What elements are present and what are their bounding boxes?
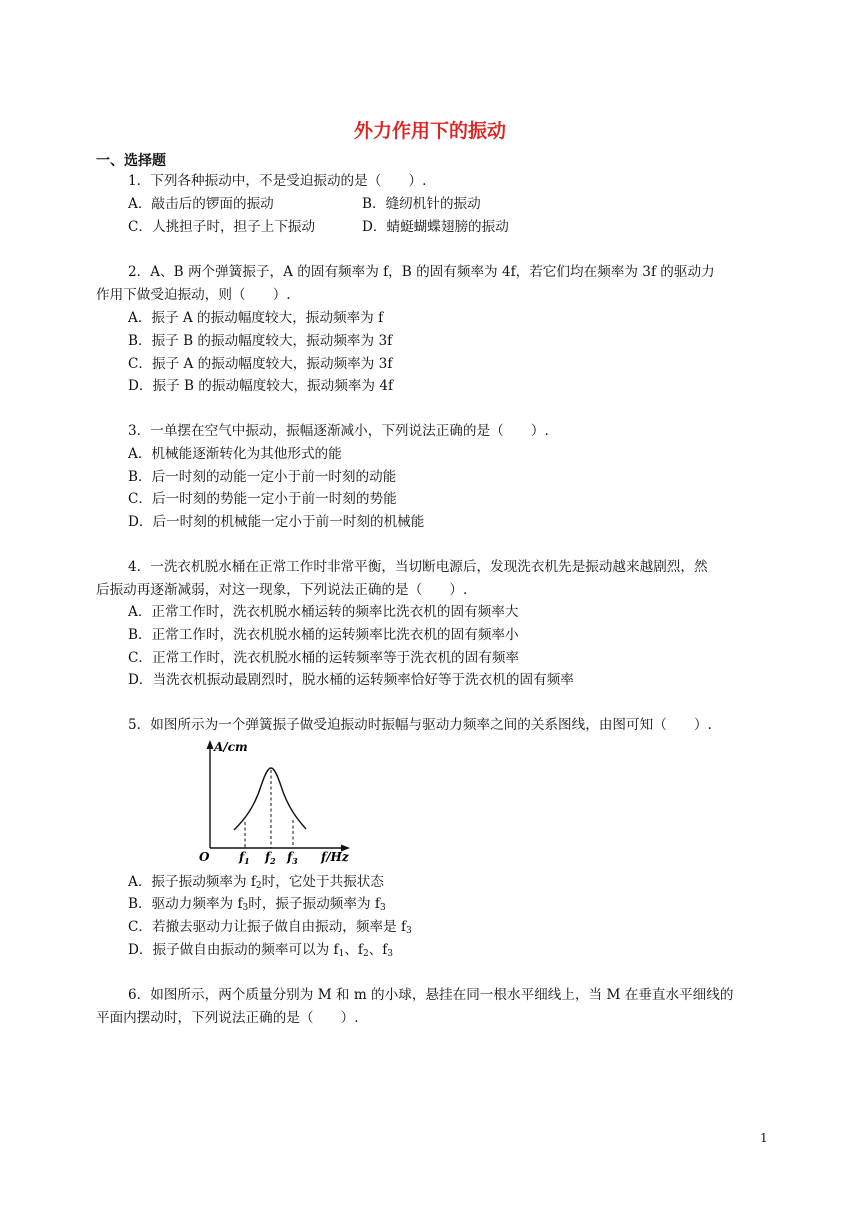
tick-f1-index: 1 [244, 856, 250, 866]
q4-option-d: D．当洗衣机振动最剧烈时，脱水桶的运转频率恰好等于洗衣机的固有频率 [128, 672, 574, 688]
q6-stem-line2: 平面内摆动时，下列说法正确的是（ ）. [96, 1010, 359, 1026]
tick-f3-letter: f [287, 850, 293, 864]
q1-stem: 1．下列各种振动中，不是受迫振动的是（ ）. [128, 173, 427, 189]
q4-stem-line2: 后振动再逐渐减弱，对这一现象，下列说法正确的是（ ）. [96, 582, 468, 598]
tick-f3-index: 3 [292, 856, 298, 866]
q4-option-b: B．正常工作时，洗衣机脱水桶的运转频率比洗衣机的固有频率小 [128, 627, 519, 643]
q5-stem: 5．如图所示为一个弹簧振子做受迫振动时振幅与驱动力频率之间的关系图线，由图可知（ ）. [128, 717, 712, 733]
q5-option-b: B．驱动力频率为 $f_3$时，振子振动频率为 $f_3$ [128, 896, 386, 913]
q4-option-c: C．正常工作时，洗衣机脱水桶的运转频率等于洗衣机的固有频率 [128, 650, 520, 666]
tick-label-f3 [286, 850, 298, 866]
q3-option-b: B．后一时刻的动能一定小于前一时刻的动能 [128, 469, 397, 485]
tick-f1-letter: f [239, 850, 245, 864]
q1-option-d: D．蜻蜓蝴蝶翅膀的振动 [362, 219, 509, 235]
q2-option-d: D．振子 B 的振动幅度较大，振动频率为 4f [128, 378, 394, 394]
q2-stem-line2: 作用下做受迫振动，则（ ）. [96, 287, 291, 303]
tick-label-f2 [264, 850, 276, 866]
q2-option-c: C．振子 A 的振动幅度较大，振动频率为 3f [128, 356, 393, 372]
y-axis-arrow [207, 740, 214, 749]
q2-stem-line1: 2．A、B 两个弹簧振子，A 的固有频率为 f，B 的固有频率为 4f，若它们均在频率为 3f 的驱动力 [128, 264, 715, 280]
q5-option-a: A．振子振动频率为 $f_2$时，它处于共振状态 [128, 874, 384, 891]
document-title: 外力作用下的振动 [353, 120, 506, 142]
amplitude-curve [234, 768, 306, 830]
origin-label: O [199, 850, 210, 864]
tick-f2-letter: f [265, 850, 271, 864]
tick-f2-index: 2 [270, 856, 276, 866]
q6-stem-line1: 6．如图所示，两个质量分别为 M 和 m 的小球，悬挂在同一根水平细线上，当 M 在垂直水平细线的 [128, 987, 734, 1003]
q2-option-a: A．振子 A 的振动幅度较大，振动频率为 f [128, 310, 384, 326]
q3-option-c: C．后一时刻的势能一定小于前一时刻的势能 [128, 491, 397, 507]
q3-option-a: A．机械能逐渐转化为其他形式的能 [128, 446, 342, 462]
q5-option-c: C．若撤去驱动力让振子做自由振动，频率是 $f_3$ [128, 919, 412, 936]
y-axis-label: A/cm [214, 740, 248, 754]
q2-option-b: B．振子 B 的振动幅度较大，振动频率为 3f [128, 333, 393, 349]
q4-stem-line1: 4．一洗衣机脱水桶在正常工作时非常平衡，当切断电源后，发现洗衣机先是振动越来越剧烈，然 [128, 559, 708, 575]
q1-option-c: C．人挑担子时，担子上下振动 [128, 219, 316, 235]
x-axis-label: f/Hz [321, 850, 349, 864]
q3-option-d: D．后一时刻的机械能一定小于前一时刻的机械能 [128, 514, 425, 530]
q5-option-d: D．振子做自由振动的频率可以为 $f_1$、$f_2$、$f_3$ [128, 942, 394, 959]
section-heading: 一、选择题 [96, 153, 166, 169]
page-number: 1 [760, 1131, 768, 1145]
resonance-curve-figure [196, 738, 366, 868]
tick-label-f1 [238, 850, 250, 866]
q3-stem: 3．一单摆在空气中振动，振幅逐渐减小，下列说法正确的是（ ）. [128, 423, 549, 439]
q4-option-a: A．正常工作时，洗衣机脱水桶运转的频率比洗衣机的固有频率大 [128, 604, 519, 620]
q1-option-b: B．缝纫机针的振动 [362, 196, 481, 212]
q1-option-a: A．敲击后的锣面的振动 [128, 196, 274, 212]
